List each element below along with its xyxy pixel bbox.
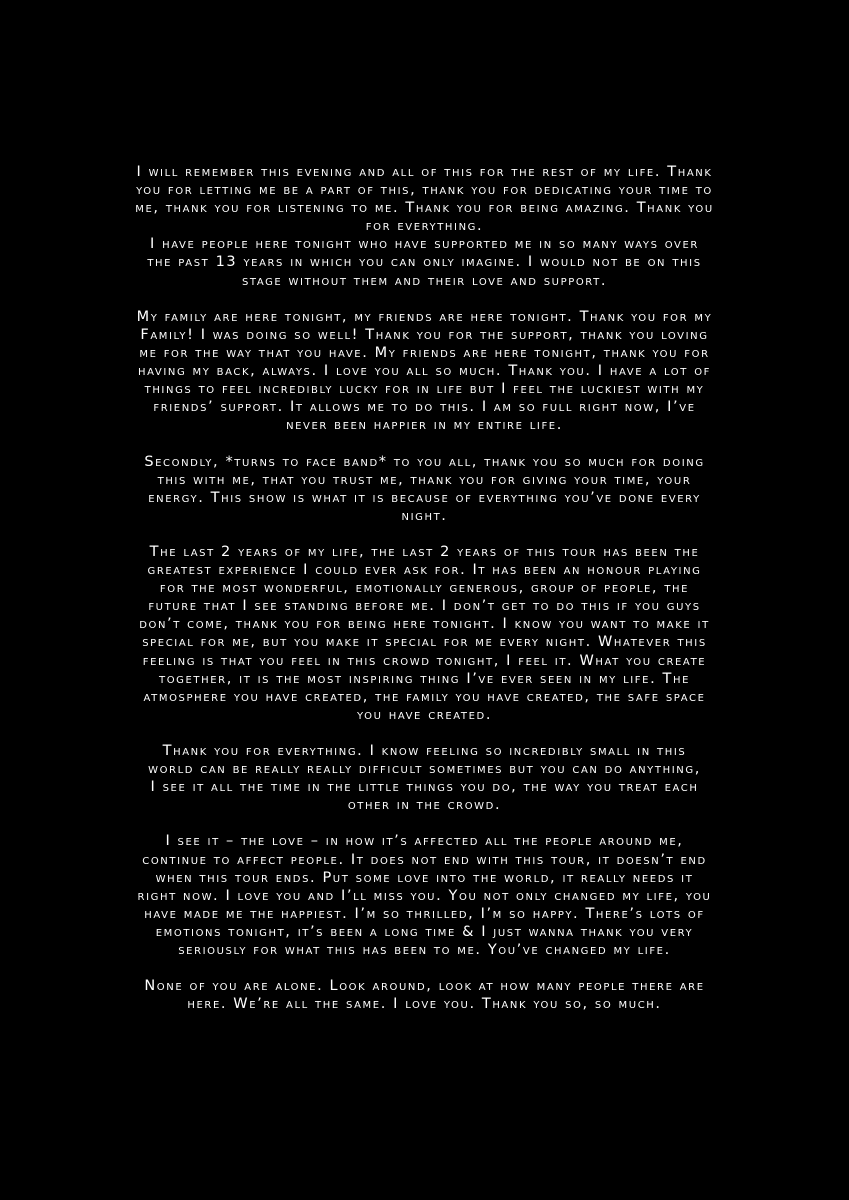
- text-line: seriously for what this has been to me. You’ve changed my life.: [178, 942, 671, 959]
- text-line: future that I see standing before me. I don’t get to do this if you guys: [148, 598, 701, 615]
- text-line: I have people here tonight who have supported me in so many ways over: [150, 236, 699, 253]
- text-line: I will remember this evening and all of this for the rest of my life. Thank: [136, 164, 713, 180]
- speech-text-block: [58, 163, 791, 1013]
- text-line: special for me, but you make it special for me every night. Whatever this: [142, 634, 707, 651]
- text-line: My family are here tonight, my friends are here tonight. Thank you for my: [136, 308, 713, 325]
- text-line: world can be really really difficult sometimes but you can do anything,: [148, 761, 701, 778]
- text-line: me, thank you for listening to me. Thank you for being amazing. Thank you: [135, 200, 714, 217]
- text-line: I see it – the love – in how it’s affected all the people around me,: [165, 833, 684, 850]
- text-line: for the most wonderful, emotionally generous, group of people, the: [159, 580, 690, 597]
- text-line: for everything.: [365, 218, 484, 235]
- text-line: feeling is that you feel in this crowd tonight, I feel it. What you create: [142, 652, 707, 669]
- text-line: here. We’re all the same. I love you. Thank you so, so much.: [187, 996, 662, 1013]
- text-line: greatest experience I could ever ask for. It has been an honour playing: [147, 562, 702, 579]
- text-line: you have created.: [356, 706, 493, 723]
- text-line: I see it all the time in the little things you do, the way you treat each: [150, 779, 699, 796]
- paragraph-opening: [58, 163, 791, 290]
- paragraph-band: [58, 453, 791, 525]
- text-line: friends’ support. It allows me to do this. I am so full right now, I’ve: [153, 399, 696, 416]
- text-line: energy. This show is what it is because of everything you’ve done every: [148, 489, 701, 506]
- text-line: night.: [401, 507, 448, 524]
- text-line: the past 13 years in which you can only imagine. I would not be on this: [147, 254, 702, 271]
- text-line: this with me, that you trust me, thank you for giving your time, your: [157, 471, 692, 488]
- text-line: continue to affect people. It does not end with this tour, it doesn’t end: [142, 851, 707, 868]
- text-line: me for the way that you have. My friends are here tonight, thank you for: [139, 344, 710, 361]
- text-line: together, it is the most inspiring thing I’ve ever seen in my life. The: [158, 670, 690, 687]
- text-line: Family! I was doing so well! Thank you for the support, thank you loving: [140, 326, 709, 343]
- text-line: having my back, always. I love you all so much. Thank you. I have a lot of: [137, 363, 712, 380]
- text-line: you for letting me be a part of this, thank you for dedicating your time to: [136, 182, 713, 199]
- text-line: None of you are alone. Look around, look at how many people there are: [144, 978, 705, 995]
- text-line: The last 2 years of my life, the last 2 years of this tour has been the: [149, 543, 700, 560]
- text-line: other in the crowd.: [347, 797, 502, 814]
- text-line: atmosphere you have created, the family you have created, the safe space: [143, 688, 706, 705]
- text-line: Thank you for everything. I know feeling so incredibly small in this: [162, 743, 687, 759]
- text-line: have made me the happiest. I’m so thrilled, I’m so happy. There’s lots of: [144, 905, 705, 922]
- paragraph-family: [58, 308, 791, 435]
- text-line: stage without them and their love and support.: [241, 272, 608, 289]
- text-line: emotions tonight, it’s been a long time & I just wanna thank you very: [155, 923, 694, 940]
- text-line: never been happier in my entire life.: [286, 417, 563, 434]
- text-line: right now. I love you and I’ll miss you. You not only changed my life, you: [137, 887, 712, 904]
- paragraph-love: [58, 832, 791, 959]
- text-line: things to feel incredibly lucky for in life but I feel the luckiest with my: [144, 381, 705, 398]
- text-line: don’t come, thank you for being here tonight. I know you want to make it: [139, 616, 710, 633]
- text-line: Secondly, *turns to face band* to you all, thank you so much for doing: [144, 453, 705, 470]
- paragraph-closing: [58, 977, 791, 1013]
- paragraph-tour: [58, 543, 791, 724]
- text-line: when this tour ends. Put some love into the world, it really needs it: [155, 869, 694, 886]
- paragraph-thanks: [58, 742, 791, 814]
